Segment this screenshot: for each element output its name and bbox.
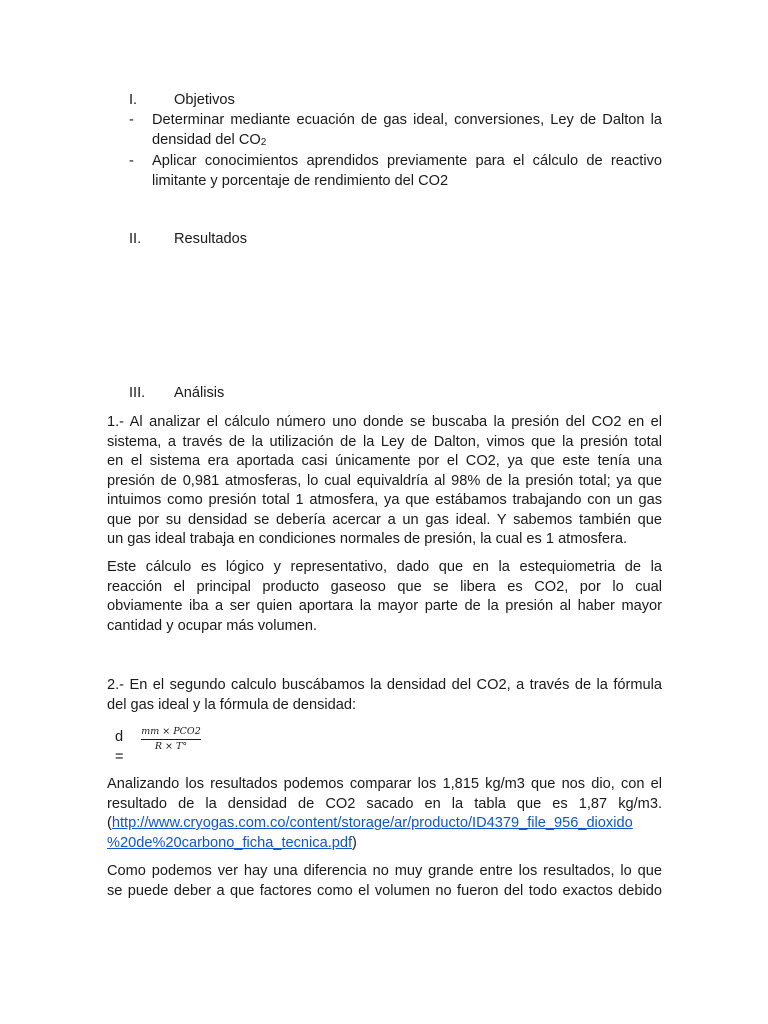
p1-line: sistema, a través de la utilización de la Ley de Dalton, vimos que la presión total [107, 433, 662, 450]
section-number-resultados: II. [129, 231, 142, 247]
bullet-dash: - [129, 153, 134, 169]
objective-1-line-2-text: densidad del CO [152, 131, 261, 148]
p1-line: que por su densidad se debería acercar a un gas ideal. Y sabemos también que [107, 511, 662, 528]
fraction-bar [141, 739, 201, 740]
reference-link-line-2 [107, 834, 662, 854]
p2-line: cantidad y ocupar más volumen. [107, 617, 318, 634]
reference-link-line-1 [107, 814, 662, 834]
objective-item-1 [152, 111, 662, 152]
formula-denominator: R × T° [154, 741, 188, 752]
p1-line: presión de 0,981 atmosferas, lo cual equivaldría al 98% de la presión total; ya que [107, 472, 662, 489]
p3-line: 2.- En el segundo calculo buscábamos la densidad del CO2, a través de la fórmula [107, 677, 662, 693]
p1-line: intuimos como presión total 1 atmosfera, ya que estábamos trabajando con un gas [107, 492, 662, 508]
p1-line: un gas ideal trabaja en condiciones normales de presión, la cual es 1 atmosfera. [107, 531, 628, 547]
reference-link[interactable]: http://www.cryogas.com.co/content/storage/ar/producto/ID4379_file_956_dioxido [111, 815, 633, 831]
p3-line: del gas ideal y la fórmula de densidad: [107, 696, 357, 713]
analysis-paragraph-5 [107, 862, 662, 901]
p2-line: reacción el principal producto gaseoso que se libera es CO2, por lo cual [107, 578, 662, 595]
p1-line: 1.- Al analizar el cálculo número uno donde se buscaba la presión del CO2 en el [107, 414, 662, 430]
p4-line: Analizando los resultados podemos comparar los 1,815 kg/m3 que nos dio, con el [107, 776, 662, 792]
link-close-paren: ) [352, 834, 357, 851]
bullet-dash: - [129, 112, 134, 128]
formula-lhs: d = [115, 729, 124, 765]
p5-line: Como podemos ver hay una diferencia no muy grande entre los resultados, lo que [107, 863, 662, 879]
reference-link-continued[interactable]: %20de%20carbono_ficha_tecnica.pdf [107, 834, 353, 851]
section-number-objetivos: I. [129, 92, 138, 108]
subscript-2: 2 [260, 136, 267, 148]
formula-numerator: mm × PCO2 [141, 726, 201, 737]
p2-line: obviamente iba a ser quien aportara la mayor parte de la presión al haber mayor [107, 598, 662, 614]
objective-2-line-2: limitante y porcentaje de rendimiento del CO2 [152, 172, 449, 189]
p4-line: resultado de la densidad de CO2 sacado en la tabla que es 1,87 kg/m3. [107, 795, 662, 812]
objective-1-line-1: Determinar mediante ecuación de gas ideal, conversiones, Ley de Dalton la [152, 112, 662, 128]
analysis-paragraph-1 [107, 413, 662, 550]
analysis-paragraph-2 [107, 558, 662, 636]
objective-2-line-1: Aplicar conocimientos aprendidos previamente para el cálculo de reactivo [152, 153, 662, 169]
objective-1-line-2 [152, 131, 662, 153]
analysis-paragraph-4 [107, 775, 662, 853]
p5-line: se puede deber a que factores como el volumen no fueron del todo exactos debido [107, 882, 662, 899]
section-title-analisis: Análisis [174, 385, 225, 401]
objective-item-2 [152, 152, 662, 191]
section-number-analisis: III. [129, 385, 146, 401]
section-title-resultados: Resultados [174, 231, 248, 247]
p2-line: Este cálculo es lógico y representativo, dado que en la estequiometria de la [107, 559, 662, 575]
p1-line: en el sistema era aportada casi únicamente por el CO2, ya que este tenía una [107, 453, 662, 469]
section-title-objetivos: Objetivos [174, 92, 235, 108]
link-open-paren: ( [107, 815, 112, 831]
analysis-paragraph-3 [107, 676, 662, 715]
